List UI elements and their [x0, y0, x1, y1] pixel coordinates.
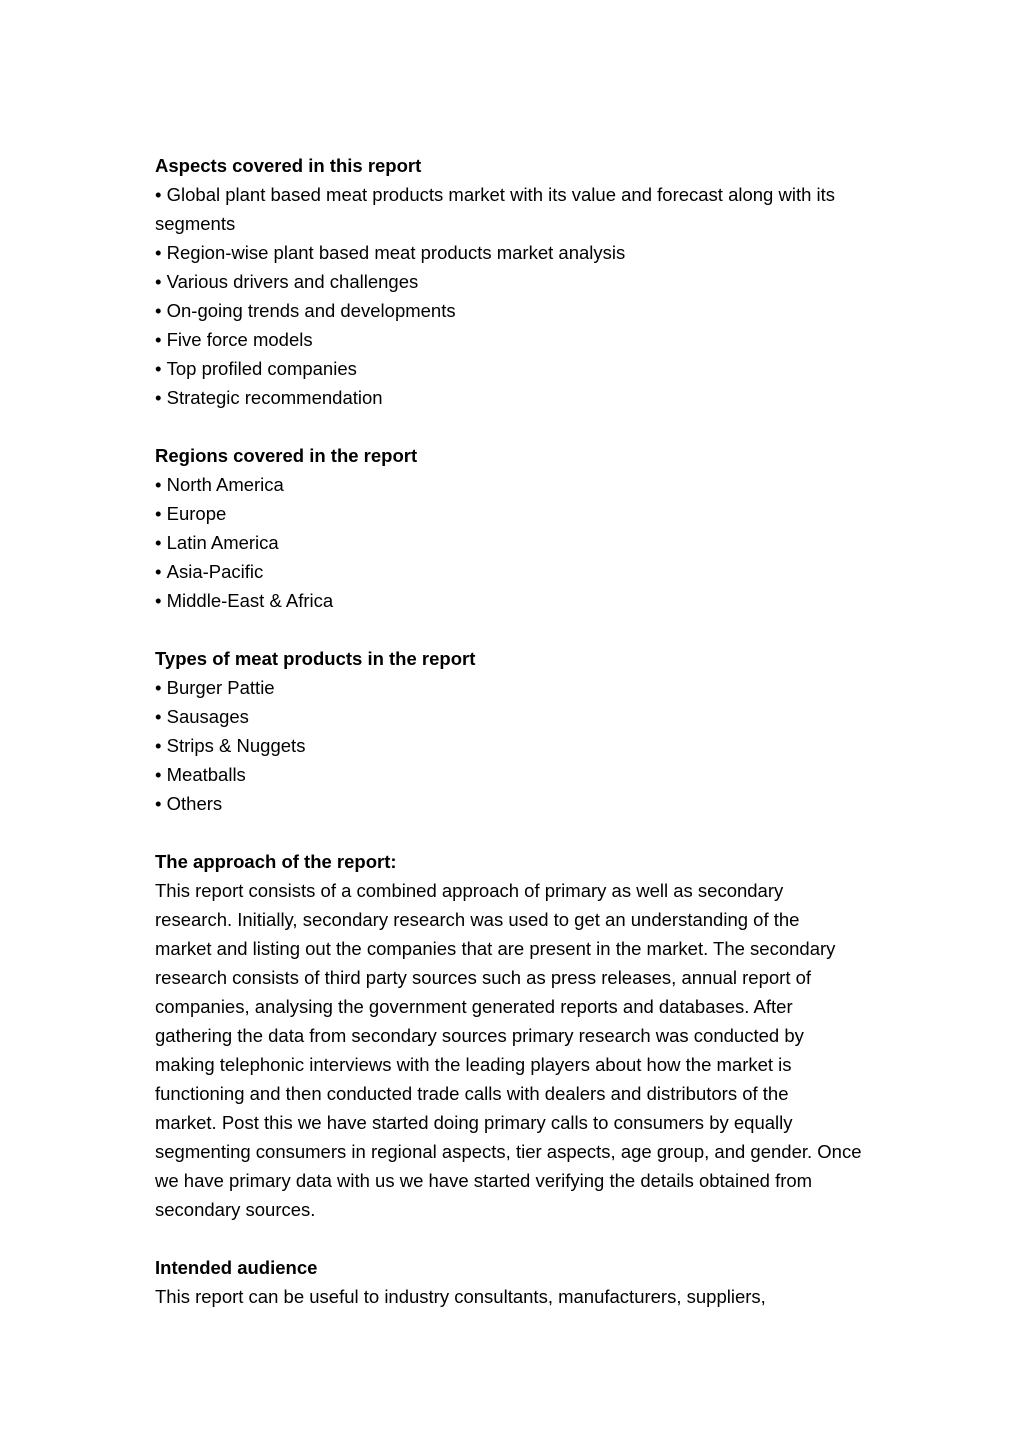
list-item: • Region-wise plant based meat products market analysis [155, 238, 885, 267]
approach-line: research. Initially, secondary research was used to get an understanding of the [155, 909, 800, 930]
regions-list [155, 470, 885, 615]
list-item: • Top profiled companies [155, 354, 885, 383]
section-heading-types: Types of meat products in the report [155, 648, 476, 669]
section-spacer [155, 1224, 885, 1253]
list-item: • Europe [155, 499, 885, 528]
list-item: • Various drivers and challenges [155, 267, 885, 296]
section-heading-approach: The approach of the report: [155, 851, 397, 872]
approach-line: segmenting consumers in regional aspects, tier aspects, age group, and gender. Once [155, 1141, 862, 1162]
approach-line: secondary sources. [155, 1199, 316, 1220]
list-item: • Strips & Nuggets [155, 731, 885, 760]
approach-line: we have primary data with us we have started verifying the details obtained from [155, 1170, 813, 1191]
aspects-list [155, 180, 885, 412]
list-item: • Five force models [155, 325, 885, 354]
list-item: • Others [155, 789, 885, 818]
approach-line: making telephonic interviews with the leading players about how the market is [155, 1054, 792, 1075]
document-page [155, 151, 885, 1311]
types-list [155, 673, 885, 818]
section-heading-aspects: Aspects covered in this report [155, 155, 422, 176]
approach-line: market and listing out the companies that are present in the market. The secondary [155, 938, 836, 959]
section-heading-regions: Regions covered in the report [155, 445, 418, 466]
list-item: • Middle-East & Africa [155, 586, 885, 615]
list-item: • Meatballs [155, 760, 885, 789]
approach-line: research consists of third party sources such as press releases, annual report of [155, 967, 812, 988]
audience-line: This report can be useful to industry consultants, manufacturers, suppliers, [155, 1286, 766, 1307]
section-spacer [155, 615, 885, 644]
approach-line: functioning and then conducted trade calls with dealers and distributors of the [155, 1083, 789, 1104]
list-item: • Global plant based meat products market with its value and forecast along with its segments [155, 180, 885, 238]
list-item: • Asia-Pacific [155, 557, 885, 586]
approach-line: This report consists of a combined approach of primary as well as secondary [155, 880, 784, 901]
approach-line: companies, analysing the government generated reports and databases. After [155, 996, 793, 1017]
list-item: • Latin America [155, 528, 885, 557]
approach-line: gathering the data from secondary sources primary research was conducted by [155, 1025, 804, 1046]
list-item: • Strategic recommendation [155, 383, 885, 412]
section-spacer [155, 412, 885, 441]
list-item: • Burger Pattie [155, 673, 885, 702]
approach-line: market. Post this we have started doing primary calls to consumers by equally [155, 1112, 793, 1133]
list-item: • North America [155, 470, 885, 499]
section-spacer [155, 818, 885, 847]
section-heading-audience: Intended audience [155, 1257, 318, 1278]
list-item: • Sausages [155, 702, 885, 731]
list-item: • On-going trends and developments [155, 296, 885, 325]
